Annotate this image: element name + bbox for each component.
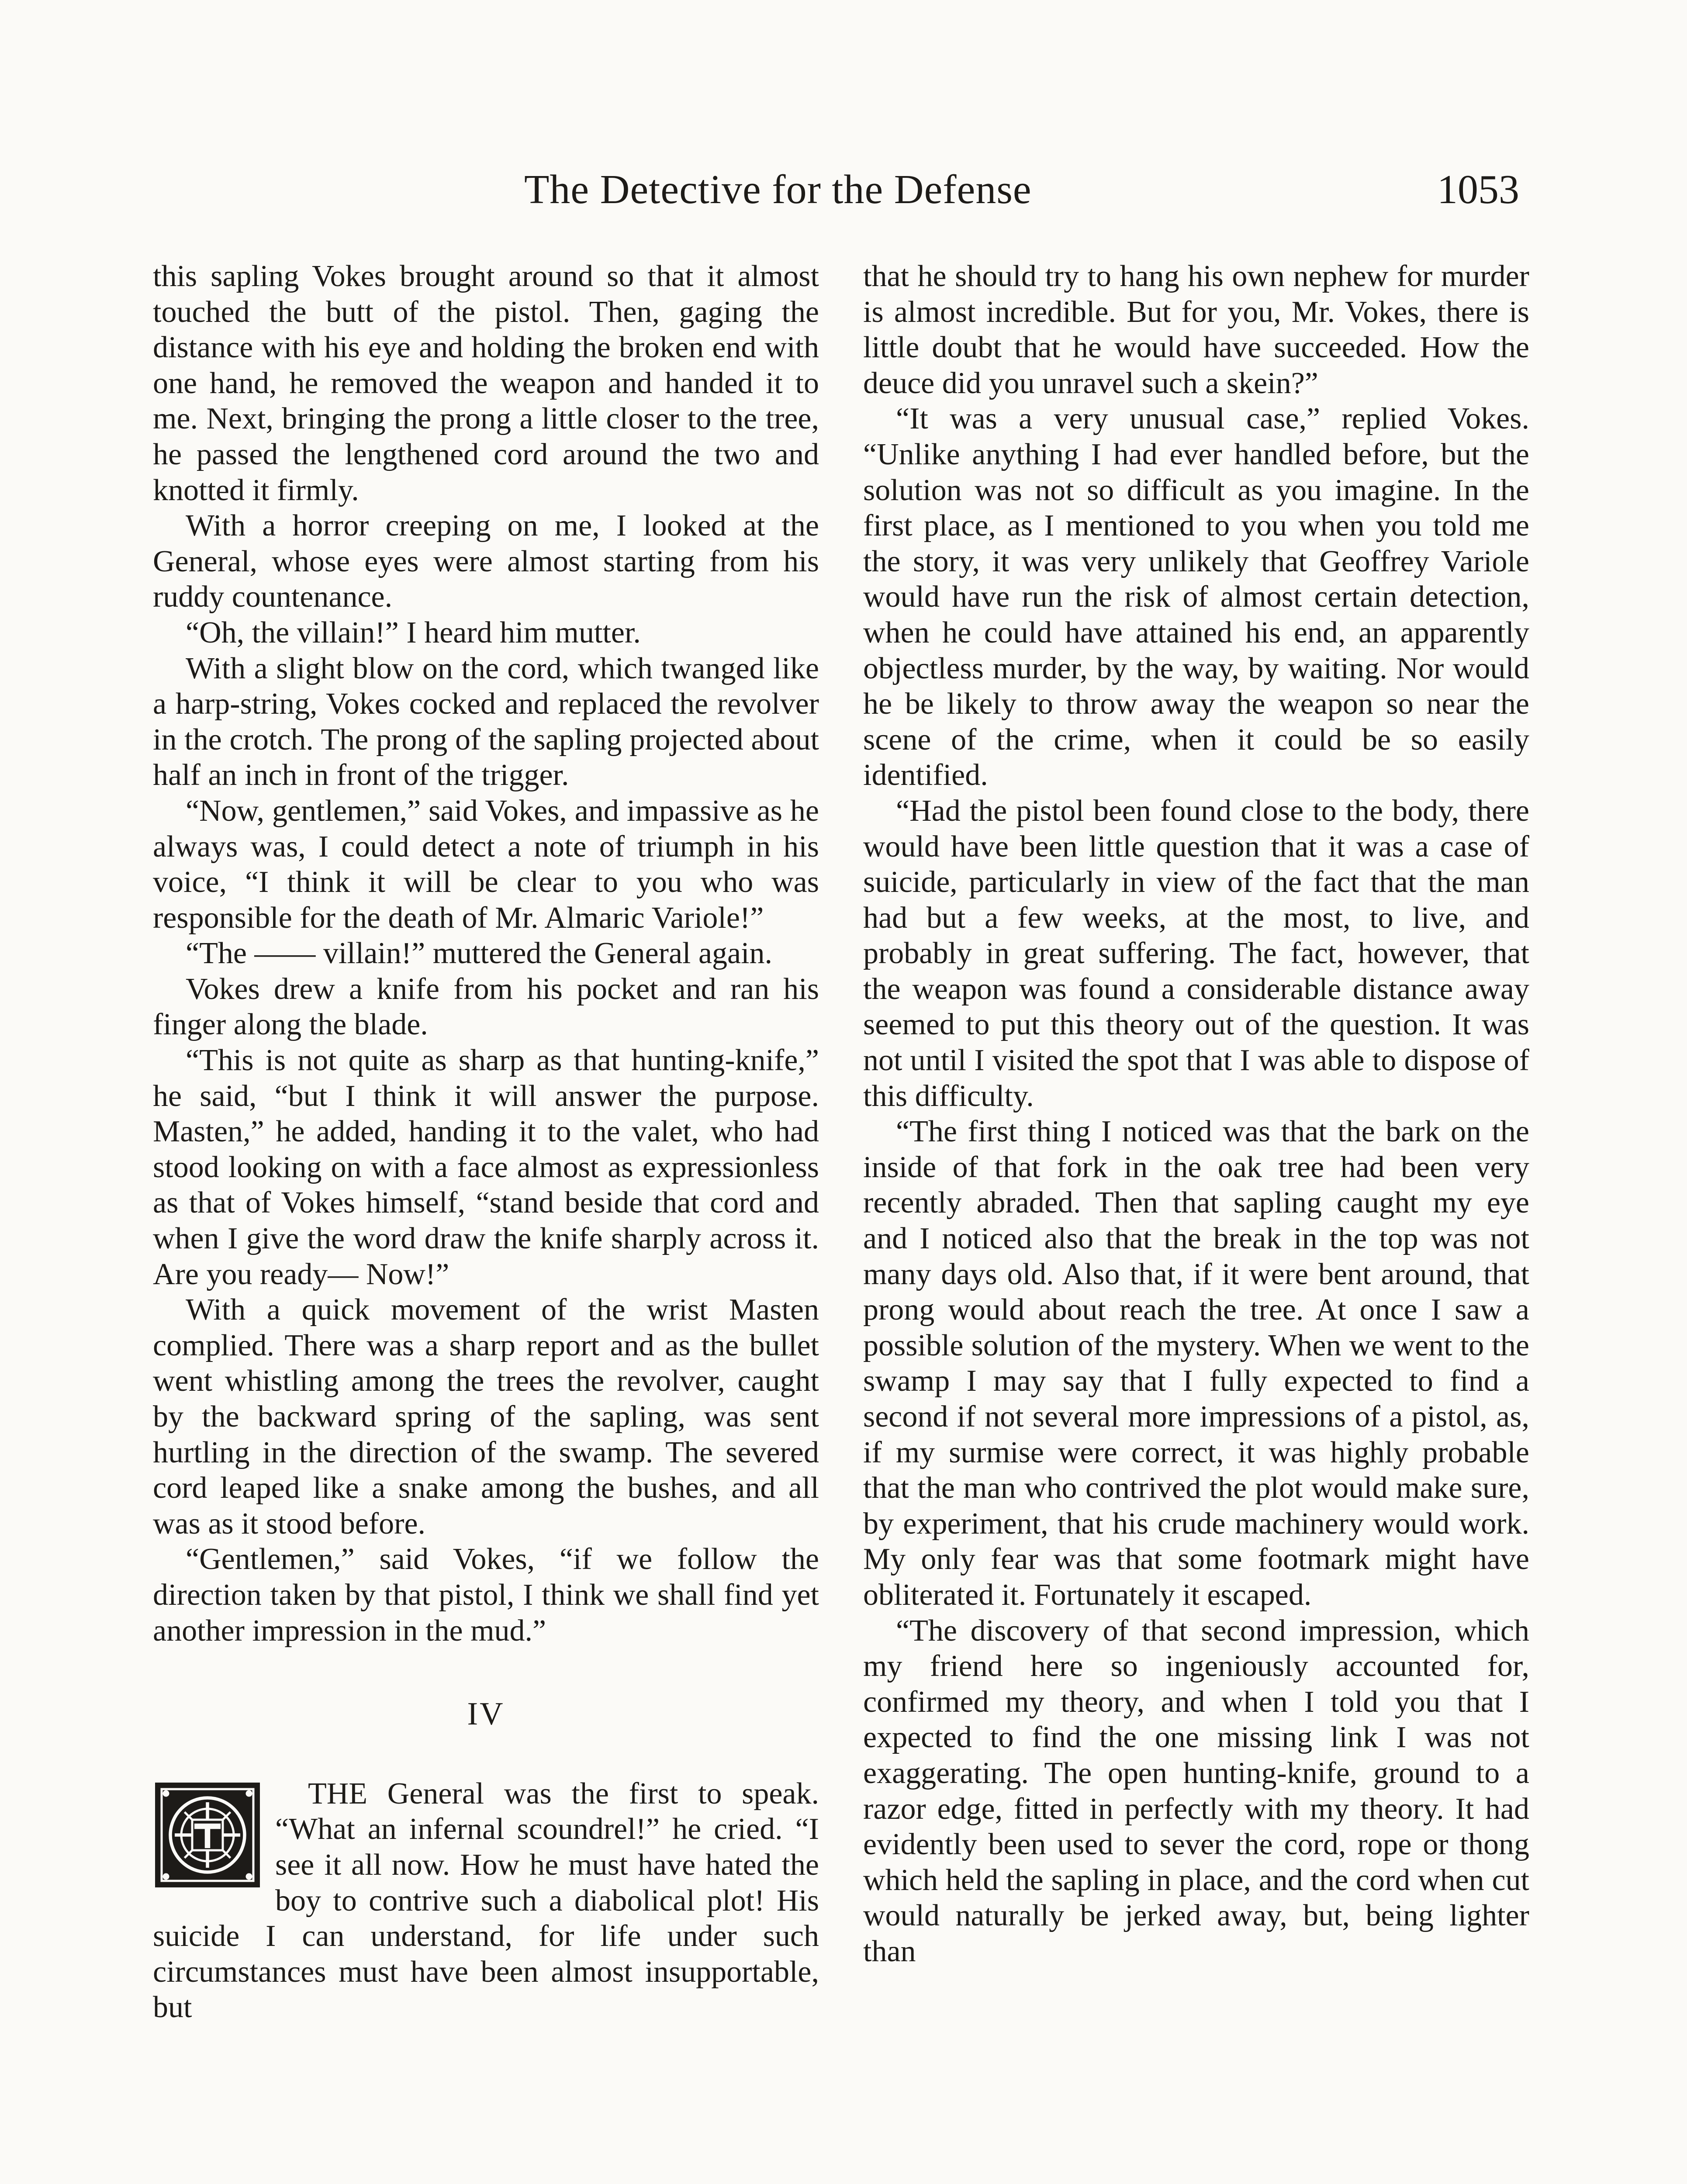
paragraph: “Now, gentlemen,” said Vokes, and impassive as he always was, I could detect a note of triumph in his voice, “I think it will be clear to you who was responsible for the death of Mr. Almaric Variole!” xyxy=(153,794,819,935)
paragraph: “This is not quite as sharp as that hunting-knife,” he said, “but I think it will answer the purpose. Masten,” he added, handing it to the valet, who had stood looking on with a face almost as expressionless as that of Vokes himself, “stand beside that cord and when I give the word draw the knife sharply across it. Are you ready— Now!” xyxy=(153,1044,819,1291)
running-header xyxy=(0,166,1687,223)
left-column xyxy=(153,259,819,2184)
paragraph: With a quick movement of the wrist Masten complied. There was a sharp report and as the bullet went whistling among the trees the revolver, caught by the backward spring of the sapling, was sent hurtling in the direction of the swamp. The severed cord leaped like a snake among the bushes, and all was as it stood before. xyxy=(153,1293,819,1541)
paragraph: “Gentlemen,” said Vokes, “if we follow the direction taken by that pistol, I think we shall find yet another impression in the mud.” xyxy=(153,1542,819,1648)
running-title: The Detective for the Defense xyxy=(524,167,1032,212)
paragraph: “It was a very unusual case,” replied Vokes. “Unlike anything I had ever handled before, but the solution was not so difficult as you imagine. In the first place, as I mentioned to you when you told me the story, it was very unlikely that Geoffrey Variole would have run the risk of almost certain detection, when he could have attained his end, an apparently objectless murder, by the way, by waiting. Nor would he be likely to throw away the weapon so near the scene of the crime, when it could be so easily identified. xyxy=(863,402,1529,792)
paragraph: that he should try to hang his own nephew for murder is almost incredible. But for you, Mr. Vokes, there is little doubt that he would have succeeded. How the deuce did you unravel such a skein?” xyxy=(863,259,1529,400)
paragraph: With a slight blow on the cord, which twanged like a harp-string, Vokes cocked and replaced the revolver in the crotch. The prong of the sapling projected about half an inch in front of the trigger. xyxy=(153,651,819,792)
paragraph: “The first thing I noticed was that the bark on the inside of that fork in the oak tree had been very recently abraded. Then that sapling caught my eye and I noticed also that the break in the top was not many days old. Also that, if it were bent around, that prong would about reach the tree. At once I saw a possible solution of the mystery. When we went to the swamp I may say that I fully expected to find a second if not several more impressions of a pistol, as, if my surmise were correct, it was highly probable that the man who contrived the plot would make sure, by experiment, that his crude machinery would work. My only fear was that some footmark might have obliterated it. Fortunately it escaped. xyxy=(863,1115,1529,1612)
paragraph: “Oh, the villain!” I heard him mutter. xyxy=(186,615,641,650)
paragraph: “The discovery of that second impression, which my friend here so ingeniously accounted for, confirmed my theory, and when I told you that I expected to find the one missing link I was not exaggerating. The open hunting-knife, ground to a razor edge, fitted in perfectly with my theory. It had evidently been used to sever the cord, rope or thong which held the sapling in place, and the cord when cut would naturally be jerked away, but, being lighter than xyxy=(863,1614,1529,1968)
section-number: IV xyxy=(467,1696,505,1732)
paragraph: this sapling Vokes brought around so that it almost touched the butt of the pistol. Then, gaging the distance with his eye and holding the broken end with one hand, he removed the weapon and handed it to me. Next, bringing the prong a little closer to the tree, he passed the lengthened cord around the two and knotted it firmly. xyxy=(153,259,819,507)
paragraph: “Had the pistol been found close to the body, there would have been little question that it was a case of suicide, particularly in view of the fact that the man had but a few weeks, at the most, to live, and probably in great suffering. The fact, however, that the weapon was found a considerable distance away seemed to put this theory out of the question. It was not until I visited the spot that I was able to dispose of this difficulty. xyxy=(863,794,1529,1113)
page-number: 1053 xyxy=(1437,167,1519,212)
paragraph: THE General was the first to speak. “What an infernal scoundrel!” he cried. “I see it all now. How he must have hated the boy to contrive such a diabolical plot! His suicide I can understand, for life under such circumstances must have been almost insupportable, but xyxy=(153,1776,819,2025)
right-column xyxy=(863,259,1529,2184)
paragraph: With a horror creeping on me, I looked at the General, whose eyes were almost starting from his ruddy countenance. xyxy=(153,509,819,614)
paragraph: “The —— villain!” muttered the General again. xyxy=(186,936,773,971)
ornamental-initial-icon xyxy=(153,1780,262,1890)
paragraph: Vokes drew a knife from his pocket and ran his finger along the blade. xyxy=(153,972,819,1042)
